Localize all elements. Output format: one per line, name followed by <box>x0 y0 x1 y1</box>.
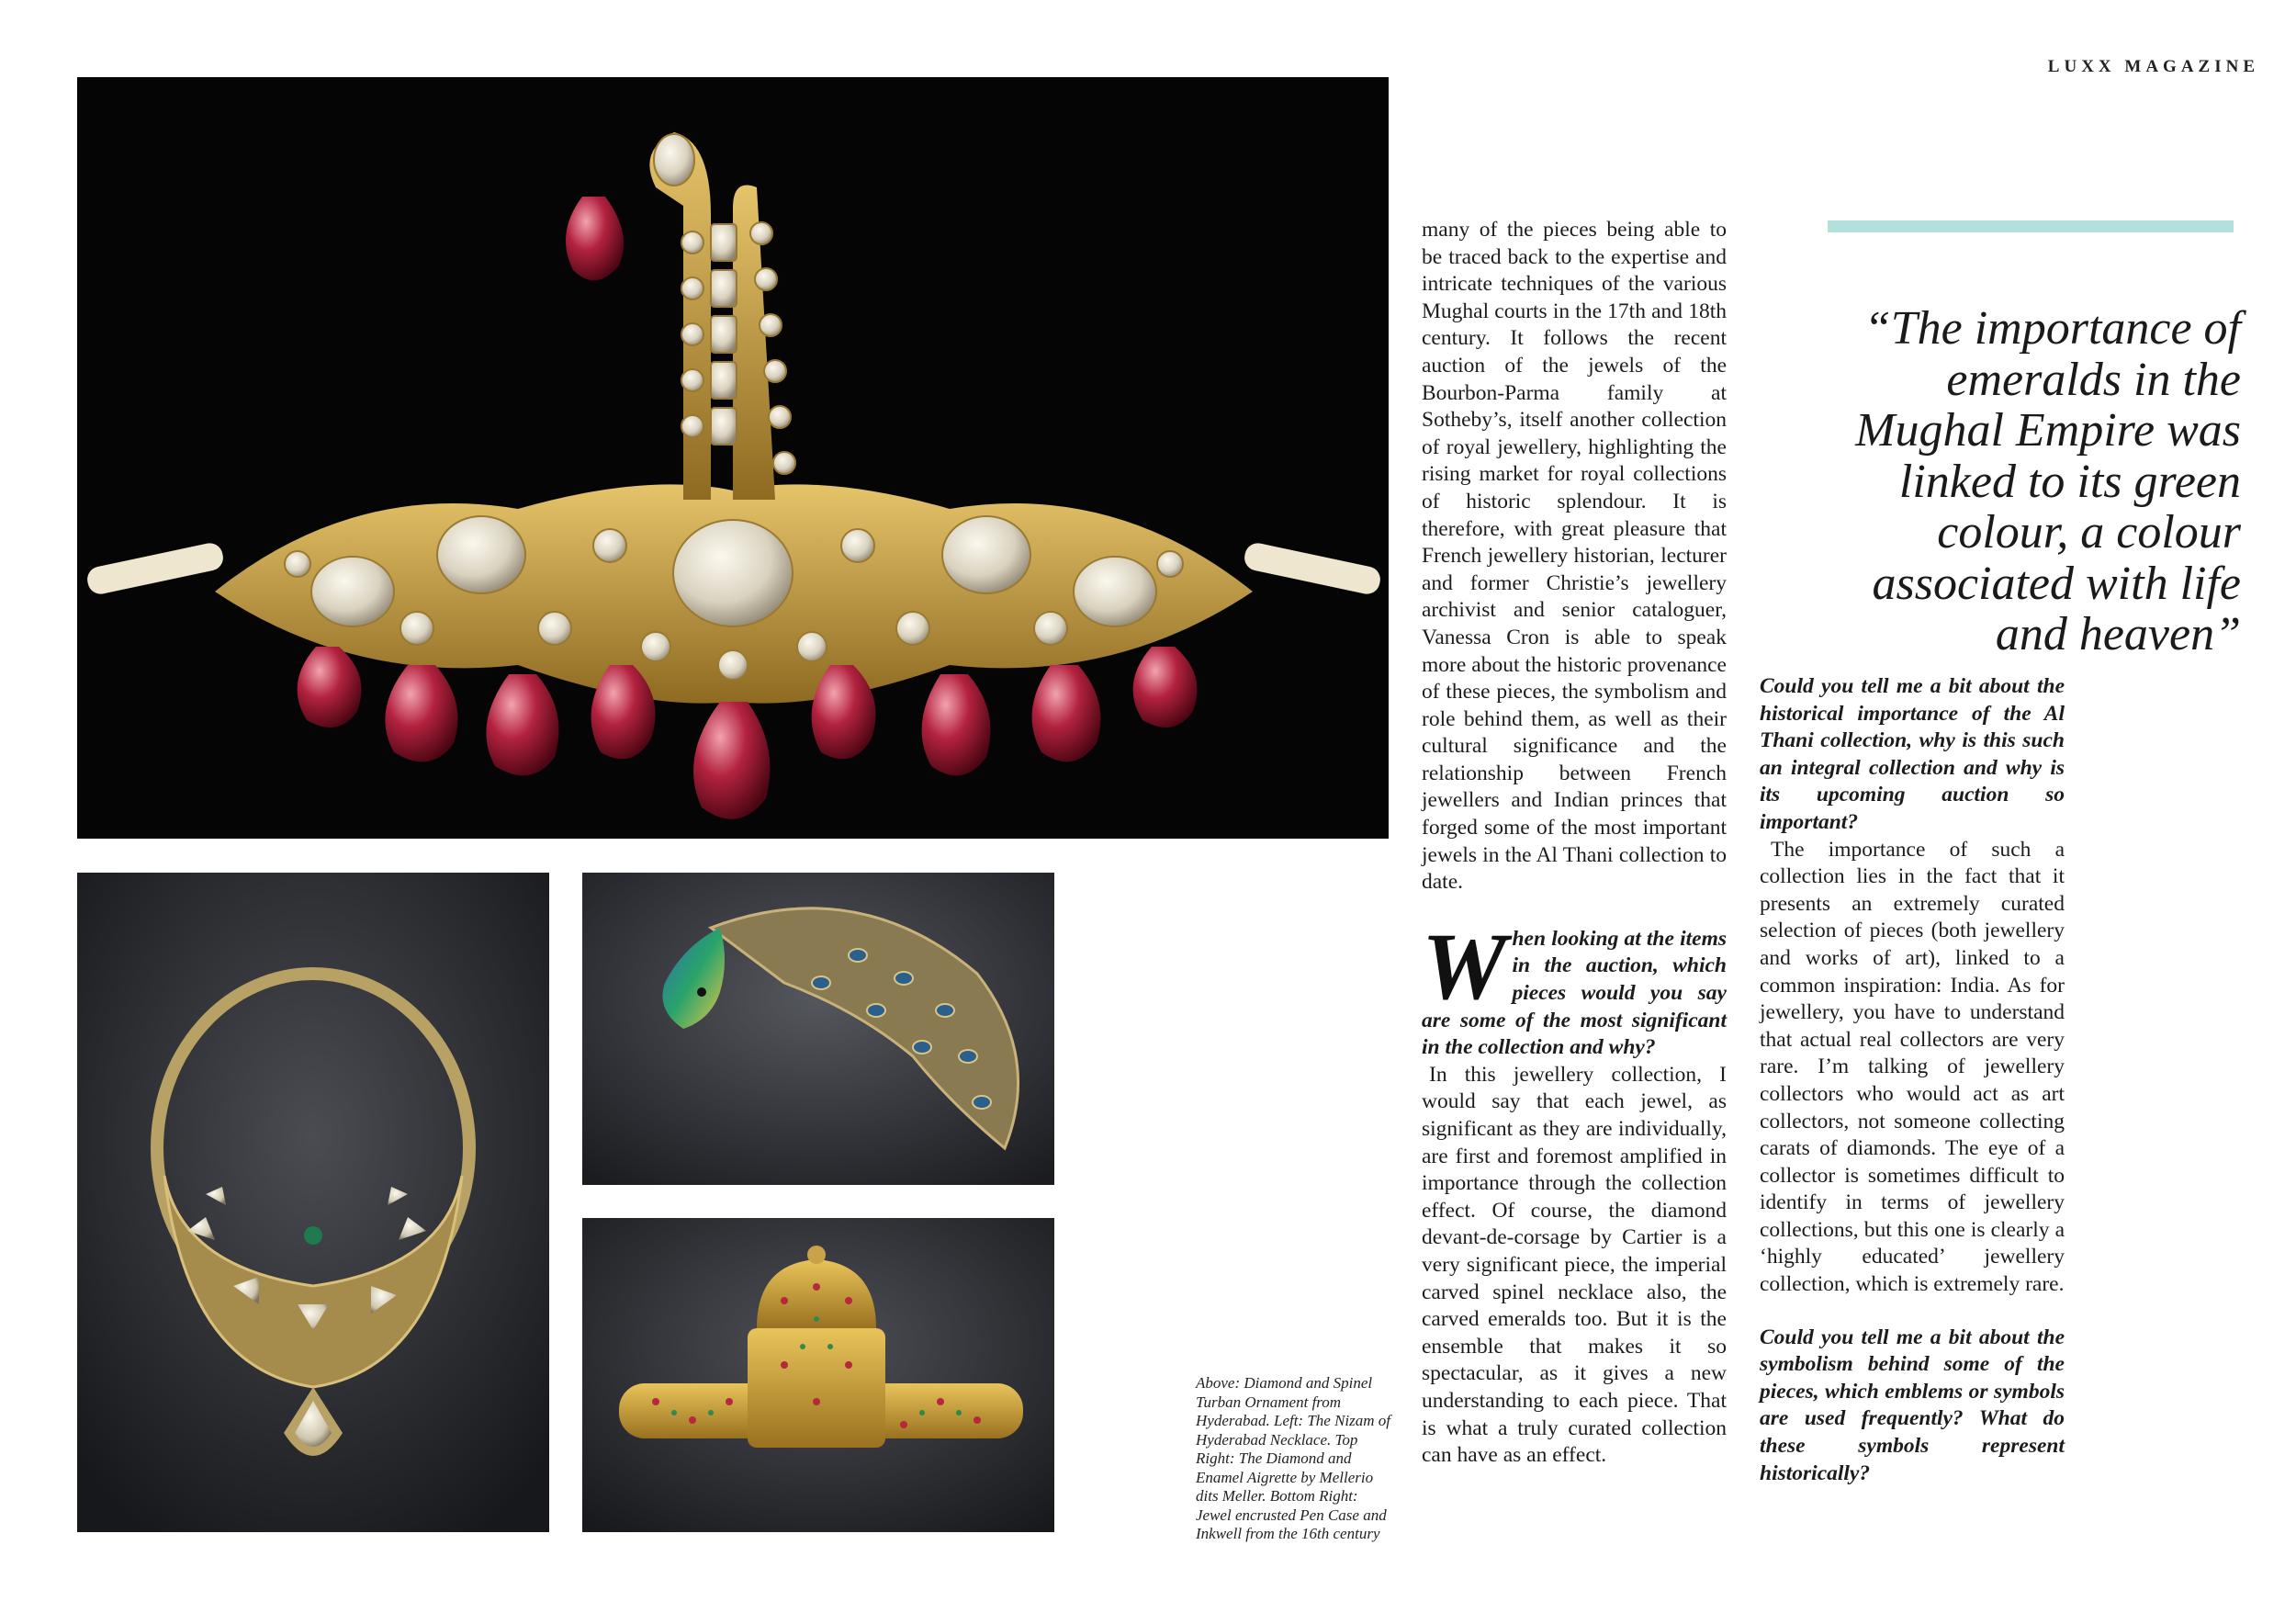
article-column-1 <box>1422 217 1727 1470</box>
aigrette-image <box>582 873 1054 1185</box>
interview-question: Could you tell me a bit about the historical importance of the Al Thani collection, why is this such an integral collection and why is its upcoming auction so important? <box>1760 674 2065 834</box>
interview-question: Could you tell me a bit about the symbolism behind some of the pieces, which emblems or symbols are used frequently? What do these symbols represent historically? <box>1760 1325 2065 1485</box>
turban-ornament-image <box>77 77 1389 839</box>
body-paragraph: many of the pieces being able to be traced back to the expertise and intricate techniques of the various Mughal courts in the 17th and 18th century. It follows the recent auction of the jewels of the Bourbon-Parma family at Sotheby’s, itself another collection of royal jewellery, highlighting the rising market for royal collections of historic splendour. It is therefore, with great pleasure that French jewellery historian, lecturer and former Christie’s jewellery archivist and senior cataloguer, Vanessa Cron is able to speak more about the historic provenance of these pieces, the symbolism and role behind them, as well as their cultural significance and the relationship between French jewellers and Indian princes that forged some of the most important jewels in the Al Thani collection to date. <box>1422 218 1727 895</box>
question-text: hen looking at the items in the auction, which pieces would you say are some of the most significant in the collection and why? <box>1422 926 1727 1060</box>
interview-answer: The importance of such a collection lies in the fact that it presents an extremely curated selection of pieces (both jewellery and works of art), linked to a common inspiration: India. As for jewellery, you have to understand that actual real collectors are very rare. I’m talking of jewellery collectors who would act as art collectors, not someone collecting carats of diamonds. The eye of a collector is sometimes difficult to identify in terms of jewellery collections, but this one is clearly a ‘highly educated’ jewellery collection, which is extremely rare. <box>1760 837 2065 1297</box>
drop-cap: W <box>1422 913 1507 1020</box>
pull-quote: “The importance of emeralds in the Mughal Empire was linked to its green colour, a colour associated with life and heaven” <box>1855 302 2241 660</box>
masthead: LUXX MAGAZINE <box>2047 57 2259 76</box>
necklace-image <box>77 873 549 1532</box>
interview-question <box>1422 913 1727 1062</box>
accent-bar <box>1828 220 2234 232</box>
image-caption: Above: Diamond and Spinel Turban Ornament from Hyderabad. Left: The Nizam of Hyderabad Necklace. Top Right: The Diamond and Enamel Aigrette by Mellerio dits Meller. Bottom Right: Jewel encrusted Pen Case and Inkwell from the 16th century <box>1196 1374 1391 1542</box>
pen-case-image <box>582 1218 1054 1532</box>
interview-answer: In this jewellery collection, I would say that each jewel, as significant as they are individually, are first and foremost amplified in importance through the collection effect. Of course, the diamond devant-de-corsage by Cartier is a very significant piece, the imperial carved spinel necklace also, the carved emeralds too. But it is the ensemble that makes it so spectacular, as it gives a new understanding to each piece. That is what a truly curated collection can have as an effect. <box>1422 1062 1727 1468</box>
article-column-2 <box>1760 673 2065 1487</box>
